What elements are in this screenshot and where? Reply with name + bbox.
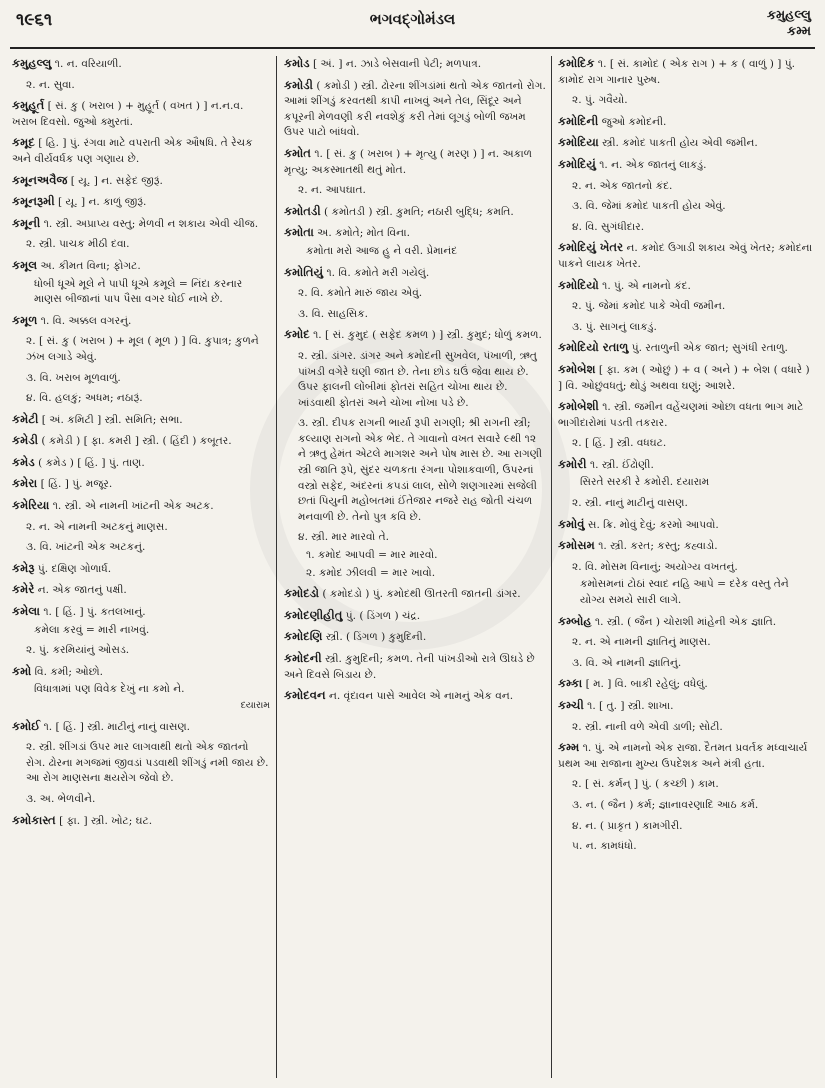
headword: કમોદિક — [558, 56, 595, 70]
headword: કમોરી — [558, 456, 587, 471]
dictionary-entry — [12, 498, 270, 515]
headword: કમુહલ્લુ — [12, 56, 52, 70]
dictionary-entry — [12, 173, 270, 190]
definition-text: ૨. પું. કરમિયાંનું ઓસડ. — [26, 644, 130, 657]
headword: કમોવું — [558, 516, 585, 531]
definition-text: [ યૂ. ] ન. કાળું જીરૂં. — [54, 196, 147, 209]
sub-sense — [284, 530, 546, 546]
definition-text: કમોતા મરો આજ હુ ને વરી. પ્રેમાનંદ — [306, 244, 458, 257]
dictionary-entry — [558, 457, 814, 474]
definition-text: ૩. વિ. સાહસિક. — [298, 307, 369, 320]
sub-sense — [284, 307, 546, 323]
definition-text: ૨. [ સં. કર્મન્ ] પું. ( કચ્છી ) કામ. — [572, 778, 719, 791]
dictionary-entry — [284, 586, 546, 603]
definition-text: સિરતે સરકી રે કમોરી. દયારામ — [580, 476, 710, 489]
sub-sense — [558, 777, 814, 793]
definition-text: [ હિં. ] પું. મજૂર. — [37, 478, 113, 491]
headword: કમોદ — [284, 327, 310, 342]
definition-text: ૩. પું. સાગનું લાકડું. — [572, 320, 657, 333]
definition-text: ( કમોદડો ) પું. કમોદથી ઊતરતી જાતની ડાંગર. — [319, 588, 521, 601]
sub-sense — [558, 656, 814, 672]
dictionary-entry — [12, 135, 270, 167]
definition-text: [ ફા. કમ ( ઓછું ) + વ ( અને ) + બેશ ( વધારે ) ] વિ. ઓછુંવધતું; થોડું અથવા ઘણું; આશરે. — [558, 363, 810, 392]
sub-sense — [558, 93, 814, 109]
sub-sense — [12, 334, 270, 365]
headword: કમૂની — [12, 215, 41, 230]
definition-text: જુઓ કમોદની. — [598, 115, 667, 128]
definition-text: ૨. ન. એક જાતનો કંદ. — [572, 179, 673, 192]
definition-text: ૨. [ સં. કુ ( ખરાબ ) + મૂલ ( મૂળ ) ] વિ. કુપાત્ર; કુળને ઝંખ લગાડે એવું. — [26, 335, 259, 363]
headword: કમોદવન — [284, 688, 326, 703]
definition-text: ૧. પું. એ નામનો કંદ. — [598, 279, 691, 292]
definition-text: ૨. ન. એ નામની અટકનું માણસ. — [26, 520, 168, 533]
headword: કમોદણીહીતુ — [284, 607, 343, 622]
sub-sense — [12, 792, 270, 808]
definition-text: ૨. સ્ત્રી. ડાંગર. ડાંગર અને કમોદની સુખવેલ, પંખાળી, ઋતુ પાંખડી વગેરે ઘણી જાત છે. તેના છોડ ઘઉં જેવા થાય છે. ઉપર ફાલની લોંબીમાં ફોતરાં સહિત ચોખા થાય છે. ખાંડવાથી ફોતરાં અને ચોખા નોખા પડે છે. — [298, 349, 537, 409]
definition-text: સ્ત્રી. કમોદ પાકતી હોય એવી જમીન. — [598, 137, 758, 150]
sub-sense — [284, 349, 546, 411]
definition-text: ૨. ન. એ નામની જ્ઞાતિનું માણસ. — [572, 636, 711, 649]
definition-text: ૨. સ્ત્રી. નાની વળે એવી ડાળી; સોટી. — [572, 720, 723, 733]
definition-text: ૩. અ. ભેળવીને. — [26, 792, 96, 805]
definition-text: ૩. વિ. જેમાં કમોદ પાકતી હોય એવું. — [572, 200, 726, 213]
header-rule — [10, 47, 815, 49]
definition-text: પું. રતાળુની એક જાત; સુગંધી રતાળુ. — [628, 342, 788, 355]
definition-text: ૧. [ સં. કુ ( ખરાબ ) + મૃત્યુ ( મરણ ) ] ન. અકાળ મૃત્યુ; અકસ્માતથી થતું મોત. — [284, 147, 532, 176]
sub-sense — [284, 416, 546, 525]
definition-text: દયારામ — [240, 700, 270, 711]
running-title: ભગવદ્ગોમંડલ — [369, 10, 456, 28]
dictionary-entry — [284, 688, 546, 705]
dictionary-entry — [284, 146, 546, 178]
definition-text: ૩. વિ. એ નામની જ્ઞાતિનું. — [572, 656, 682, 669]
dictionary-entry — [12, 561, 270, 578]
headword: કમેરૂ — [12, 560, 35, 575]
quote-attribution — [12, 698, 270, 714]
definition-text: કમેલા કરવું = મારી નાખવું. — [34, 623, 150, 636]
definition-text: ન. વૃંદાવન પાસે આવેલ એ નામનું એક વન. — [325, 690, 514, 703]
definition-text: ૩. સ્ત્રી. દીપક રાગની ભાર્યા રૂપી રાગણી; શ્રી રાગની સ્ત્રી; કલ્યાણ રાગનો એક ભેદ. તે ગાવાનો વખત સવારે ૯થી ૧૨ ને ઋતુ હેમંત એટલે માગશર અને પોષ માસ છે. આ રાગણી સ્ત્રી જાતિ રૂપે, સુંદર ચળકતા રંગના પોશાકવાળી, ઉપરનાં વસ્ત્રો સફેદ, અંદરનાં કપડાં લાલ, સોળે શણગારમાં સજેલી છતાં પિયુની મહોબતમાં ઈંતેજાર નજરે રાહ જોતી ચંચળ મનવાળી છે. તેનો પુત્ર કવિ છે. — [298, 417, 542, 523]
sub-sense — [558, 436, 814, 452]
definition-text: ૨. પું. જેમાં કમોદ પાકે એવી જમીન. — [572, 300, 726, 313]
definition-text: સ. ક્રિ. મોવું દેવું; કરમો આપવો. — [584, 518, 719, 531]
headword: કમેડ — [12, 454, 35, 469]
headword: કમોતા — [284, 225, 314, 240]
headword: કમૂનરૂમી — [12, 194, 55, 209]
definition-text: ૩. વિ. ખાંટની એક અટકનું. — [26, 541, 146, 554]
headword: કમો — [12, 663, 32, 678]
sub-sense — [558, 496, 814, 512]
definition-text: ૧. [ હિં. ] પું. કતલખાનું. — [39, 606, 146, 619]
dictionary-entry — [558, 278, 814, 295]
dictionary-entry — [284, 327, 546, 344]
headword: કમોઈ — [12, 718, 41, 733]
definition-text: ૫. ન. કામધંધો. — [572, 840, 637, 853]
headword: કમોદિની — [558, 113, 599, 128]
sub-sense — [558, 220, 814, 236]
headword: કમેડી — [12, 433, 39, 448]
dictionary-entry — [12, 719, 270, 736]
definition-text: ૨. ન. આપઘાત. — [298, 184, 366, 197]
column-divider — [276, 56, 277, 1078]
definition-text: પું. દક્ષિણ ગોળાર્ધ. — [34, 562, 112, 575]
dictionary-entry — [558, 114, 814, 131]
headword: કમોકાસ્ત — [12, 812, 56, 827]
definition-text: ( કમોતડી ) સ્ત્રી. કુમતિ; નઠારી બુદ્ધિ; કમતિ. — [320, 205, 514, 218]
sub-sense — [12, 391, 270, 407]
usage-example — [284, 548, 546, 564]
definition-text: અ. કમોતે; મોત વિના. — [313, 227, 411, 240]
definition-text: ( કમેડી ) [ ફા. કમરી ] સ્ત્રી. ( હિંદી ) કબૂતર. — [38, 435, 232, 448]
sub-sense — [558, 635, 814, 651]
headword: કમ્બોહ — [558, 613, 592, 628]
dictionary-column-3 — [558, 56, 814, 1082]
dictionary-entry — [558, 740, 814, 772]
headword: કમેટી — [12, 411, 39, 426]
definition-text: ૩. ન. ( જૈન ) કર્મ; જ્ઞાનાવરણાદિ આઠ કર્મ. — [572, 798, 759, 811]
dictionary-entry — [284, 56, 546, 73]
definition-text: [ ફા. ] સ્ત્રી. ખોટ; ઘટ. — [55, 814, 153, 827]
headword: કમોડ — [284, 56, 310, 70]
guide-words — [767, 8, 811, 40]
dictionary-entry — [12, 433, 270, 450]
dictionary-entry — [284, 608, 546, 625]
usage-example — [12, 682, 270, 698]
definition-text: ૧. [ સં. કુમુદ ( સફેદ કમળ ) ] સ્ત્રી. કુમુદ; ધોળું કમળ. — [309, 329, 542, 342]
dictionary-entry — [12, 412, 270, 429]
definition-text: વિધાત્રામાં પણ વિવેક દેખું ના કમો ને. — [34, 683, 185, 696]
definition-text: [ સં. કુ ( ખરાબ ) + મુહૂર્ત ( વખત ) ] ન.ન.વ. ખરાબ દિવસો. જુઓ ક્મુરતાં. — [12, 100, 244, 128]
headword: કમોદિયો — [558, 277, 599, 292]
definition-text: ( કમેડ ) [ હિં. ] પું. તાણ. — [34, 456, 145, 469]
dictionary-entry — [558, 340, 814, 357]
definition-text: ૧. ન. એક જાતનું લાકડું. — [595, 158, 707, 171]
definition-text: અ. કીમત વિના; ફોગટ. — [37, 259, 141, 272]
dictionary-entry — [558, 240, 814, 272]
headword: કમોબેશી — [558, 399, 599, 414]
guide-word-first: કમુહલ્લુ — [766, 8, 811, 23]
sub-sense — [12, 78, 270, 94]
definition-text: ૪. સ્ત્રી. માર મારવો તે. — [298, 531, 389, 544]
sub-sense — [12, 740, 270, 787]
dictionary-entry — [12, 455, 270, 472]
dictionary-entry — [558, 517, 814, 534]
sub-sense — [558, 199, 814, 215]
dictionary-entry — [558, 614, 814, 631]
page-number: ૧૯૬૧ — [16, 10, 53, 30]
definition-text: ધોબી ધૂએ મૂલે ને પાપી ધૂએ કમૂલે = નિંદા કરનાર માણસ બીજાનાં પાપ પૈસા વગર ધોઈ નાખે છે. — [34, 277, 243, 306]
headword: કમ્ચી — [558, 698, 584, 712]
definition-text: ૨. સ્ત્રી. શીંગડાં ઉપર માર લાગવાથી થતો એક જાતનો રોગ. ઢોરના મગજમાં જીવડાં પડવાથી શીંગડું નમી જાય છે. આ રોગ માણસના ક્ષયરોગ જેવો છે. — [26, 741, 269, 785]
definition-text: ૧. [ હિં. ] સ્ત્રી. માટીનું નાનું વાસણ. — [40, 720, 191, 733]
sub-sense — [558, 320, 814, 336]
definition-text: ૨. કમોદ ઝીલવી = માર ખાવો. — [306, 566, 436, 579]
definition-text: ૧. સ્ત્રી. જમીન વહેંચણમાં ઓછા વધતા ભાગ માટે ભાગીદારોમાં પડતી તકરાર. — [558, 401, 804, 429]
definition-text: [ હિ. ] પું. રંગવા માટે વપરાતી એક ઔષધિ. તે રેચક અને વીર્યવર્ધક પણ ગણાય છે. — [12, 137, 253, 165]
dictionary-entry — [558, 56, 814, 88]
sub-sense — [558, 839, 814, 855]
dictionary-entry — [12, 813, 270, 830]
usage-example — [558, 475, 814, 491]
definition-text: ન. કમોદ ઉગાડી શકાય એવું ખેતર; કમોદના પાકને લાયક ખેતર. — [558, 242, 813, 270]
definition-text: ૪. વિ. સુગંધીદાર. — [572, 220, 645, 233]
dictionary-entry — [12, 313, 270, 330]
sub-sense — [558, 720, 814, 736]
definition-text: ૧. કમોદ આપવી = માર મારવો. — [306, 549, 438, 562]
headword: કમૂદ — [12, 135, 35, 150]
guide-word-last: કમ્મ — [787, 24, 811, 39]
headword: કમોદિયા — [558, 135, 599, 150]
definition-text: ૧. [ તુ. ] સ્ત્રી. શાખા. — [583, 700, 674, 712]
usage-example — [12, 277, 270, 308]
definition-text: ( કમોડી ) સ્ત્રી. ઢોરના શીંગડાંમાં થતો એક જાતનો રોગ. આમાં શીંગડું કરવતથી કાપી નાખવું અને તેલ, સિંદૂર અને કપૂરની મેળવણી કરી નવશેકું કરી તેમાં લૂગડું બોળી જખમ ઉપર પાટો બાંધવો. — [284, 79, 546, 139]
usage-example — [12, 623, 270, 639]
dictionary-entry — [558, 135, 814, 152]
definition-text: ૧. વિ. કમોતે મરી ગયેલું. — [323, 266, 430, 279]
sub-sense — [284, 183, 546, 199]
definition-text: ૧. સ્ત્રી. ( જૈન ) ચોરાશી માંહેની એક જ્ઞાતિ. — [591, 615, 777, 628]
dictionary-column-2 — [284, 56, 546, 1082]
usage-example — [284, 244, 546, 260]
headword: કમેરે — [12, 582, 35, 597]
definition-text: પું. ( ડિંગળ ) ચંદ્ર. — [342, 609, 421, 622]
definition-text: ૧. સ્ત્રી. એ નામની ખાંટની એક અટક. — [49, 500, 214, 513]
dictionary-entry — [558, 538, 814, 555]
sub-sense — [12, 237, 270, 253]
headword: કમેરા — [12, 476, 38, 491]
page-header — [0, 0, 825, 50]
dictionary-entry — [284, 78, 546, 141]
dictionary-column-1 — [12, 56, 270, 1082]
definition-text: [ અં. ] ન. ઝાડે બેસવાની પેટી; મળપાત્ર. — [309, 58, 482, 70]
headword: કમોદડો — [284, 586, 320, 601]
headword: કમોતડી — [284, 203, 321, 218]
dictionary-entry — [284, 651, 546, 683]
headword: કમુહૂર્ત — [12, 98, 45, 113]
dictionary-entry — [12, 216, 270, 233]
dictionary-entry — [12, 194, 270, 211]
headword: કમોદિયો રતાળુ — [558, 340, 629, 355]
headword: કમોદણિ — [284, 629, 323, 644]
sub-sense — [12, 540, 270, 556]
sub-sense — [12, 520, 270, 536]
dictionary-entry — [12, 582, 270, 599]
definition-text: ૧. વિ. અક્કલ વગરનું. — [37, 314, 132, 327]
headword: કમ્મ — [558, 740, 580, 755]
headword: કમોદિયું ખેતર — [558, 240, 624, 255]
dictionary-entry — [284, 225, 546, 242]
definition-text: ૪. વિ. હલકું; અધમ; નઠારૂં. — [26, 392, 143, 405]
definition-text: ૧. સ્ત્રી. અપ્રાપ્ય વસ્તુ; મેળવી ન શકાય એવી ચીજ. — [40, 217, 259, 230]
sub-sense — [558, 798, 814, 814]
headword: કમેલા — [12, 604, 40, 619]
headword: કમૂળ — [12, 312, 38, 327]
dictionary-entry — [12, 56, 270, 73]
headword: કમૂનઅવૈજ — [12, 172, 68, 187]
dictionary-entry — [284, 629, 546, 646]
sub-sense — [284, 286, 546, 302]
dictionary-entry — [558, 399, 814, 431]
headword: કમેરિયા — [12, 498, 50, 513]
headword: કમોડી — [284, 77, 313, 92]
usage-example — [284, 566, 546, 582]
headword: કમૂલ — [12, 257, 38, 272]
headword: કમોબેશ — [558, 361, 596, 376]
dictionary-entry — [12, 98, 270, 130]
definition-text: વિ. કમી; ઓછો. — [31, 665, 103, 678]
definition-text: ૧. પું. એ નામનો એક રાજા. દૈતમત પ્રવર્તક મધ્વાચાર્ય પ્રથમ આ રાજાના મુખ્ય ઉપદેશક અને મંત્રી હતા. — [558, 742, 808, 770]
definition-text: ૨. સ્ત્રી. પાચક મીઠી દવા. — [26, 238, 130, 251]
definition-text: કમોસમનાં ટોઠાં સ્વાદ નહિ આપે = દરેક વસ્તુ તેને યોગ્ય સમયે સારી લાગે. — [580, 578, 789, 607]
sub-sense — [558, 819, 814, 835]
dictionary-entry — [558, 362, 814, 394]
definition-text: ૧. સ્ત્રી. ઈંઢોણી. — [586, 458, 654, 471]
definition-text: ૨. વિ. કમોતે મારું જાય એવું. — [298, 287, 423, 300]
dictionary-entry — [12, 476, 270, 493]
definition-text: ૩. વિ. ખરાબ મૂળવાળું. — [26, 371, 121, 384]
headword: કમોતિયું — [284, 264, 324, 279]
dictionary-entry — [284, 265, 546, 282]
dictionary-entry — [284, 204, 546, 221]
headword: કમોત — [284, 145, 311, 160]
definition-text: [ અં. કમિટી ] સ્ત્રી. સમિતિ; સભા. — [38, 413, 183, 426]
dictionary-entry — [558, 676, 814, 693]
sub-sense — [558, 179, 814, 195]
sub-sense — [558, 560, 814, 576]
definition-text: [ મ. ] વિ. બાકી રહેલું; વધેલું. — [582, 678, 708, 691]
definition-text: ૧. સ્ત્રી. કરત; કસ્તુ; કહ્વાડો. — [594, 540, 718, 553]
definition-text: ૨. [ હિં. ] સ્ત્રી. વધઘટ. — [572, 437, 667, 450]
definition-text: સ્ત્રી. ( ડિંગળ ) કુમુદિની. — [322, 631, 427, 644]
definition-text: ૧. [ સં. કામોદ ( એક રાગ ) + ક ( વાળું ) ] પું. કામોદ રાગ ગાનાર પુરુષ. — [558, 58, 796, 86]
dictionary-entry — [12, 258, 270, 275]
dictionary-entry — [558, 157, 814, 174]
definition-text: સ્ત્રી. કુમુદિની; કમળ. તેની પાંખડીઓ રાત્રે ઊઘડે છે અને દિવસે બિડાય છે. — [284, 653, 535, 681]
dictionary-entry — [12, 664, 270, 681]
sub-sense — [12, 643, 270, 659]
sub-sense — [12, 371, 270, 387]
sub-sense — [558, 299, 814, 315]
headword: કમ્કા — [558, 676, 583, 691]
headword: કમોસમ — [558, 538, 595, 553]
headword: કમોદિયું — [558, 156, 596, 171]
column-divider — [551, 56, 552, 1078]
usage-example — [558, 577, 814, 608]
definition-text: ન. એક જાતનું પક્ષી. — [34, 584, 127, 597]
definition-text: [ યૂ. ] ન. સફેદ જીરૂં. — [67, 174, 163, 187]
definition-text: ૨. પું. ગવૈયો. — [572, 94, 628, 107]
definition-text: ૨. વિ. મોસમ વિનાનું; અયોગ્ય વખતનું. — [572, 560, 738, 573]
dictionary-entry — [558, 698, 814, 715]
definition-text: ૨. ન. સુવા. — [26, 78, 75, 91]
headword: કમોદની — [284, 651, 322, 665]
definition-text: ૪. ન. ( પ્રાકૃત ) કામગીરી. — [572, 819, 683, 832]
dictionary-entry — [12, 604, 270, 621]
definition-text: ૧. ન. વરિયાળી. — [51, 58, 122, 70]
definition-text: ૨. સ્ત્રી. નાનું માટીનું વાસણ. — [572, 497, 688, 510]
